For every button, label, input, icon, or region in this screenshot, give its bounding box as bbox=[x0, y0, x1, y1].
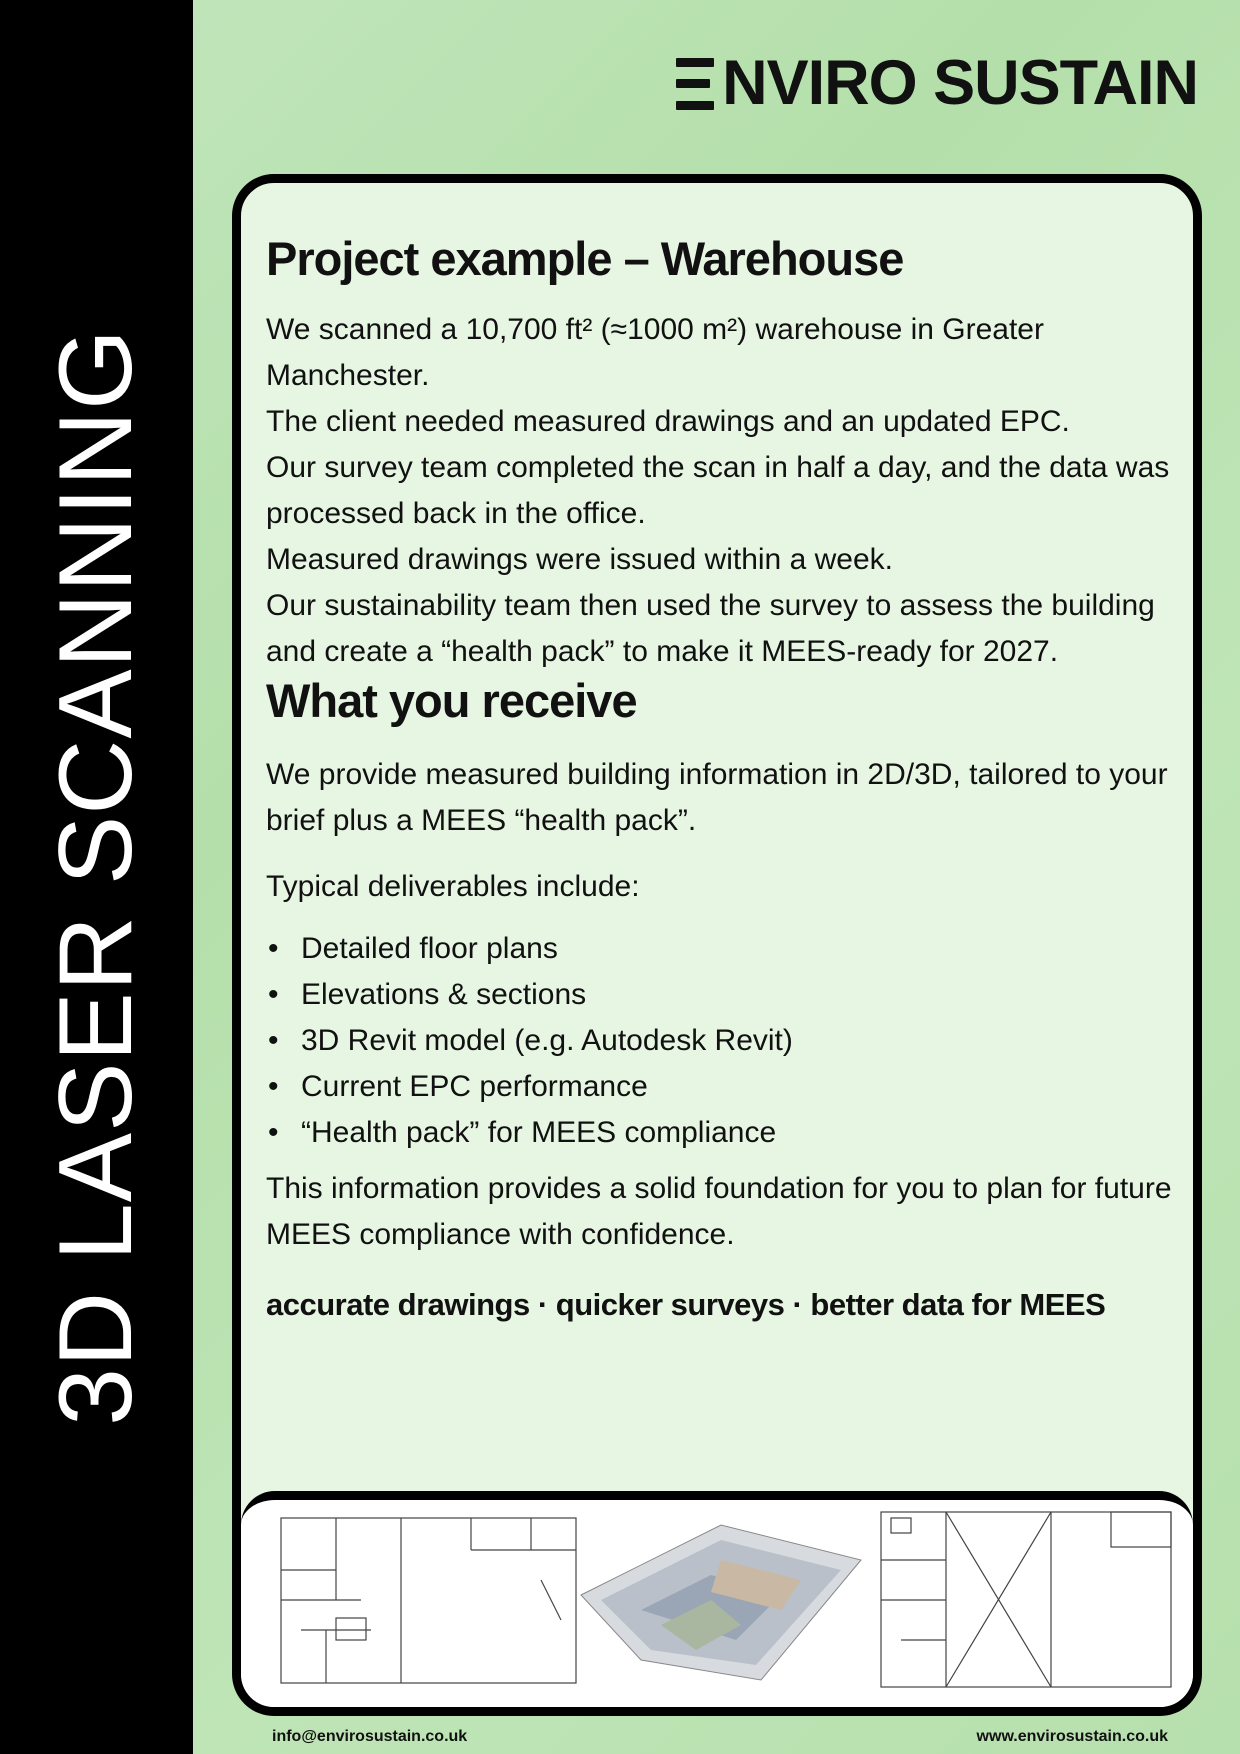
floor-plan-image bbox=[881, 1512, 1171, 1687]
image-strip bbox=[241, 1491, 1193, 1707]
bullet-icon: • bbox=[268, 978, 279, 1012]
project-line: Our survey team completed the scan in half a day, and the data was processed back in the office. bbox=[266, 450, 1170, 530]
floor-plan-image bbox=[281, 1518, 576, 1683]
brand-logo bbox=[676, 48, 1198, 118]
list-item-label: Current EPC performance bbox=[301, 1070, 648, 1104]
list-item-label: Detailed floor plans bbox=[301, 932, 558, 966]
footer-website: www.envirosustain.co.uk bbox=[976, 1728, 1168, 1745]
list-item bbox=[266, 926, 1186, 972]
sidebar bbox=[0, 0, 193, 1754]
deliverables-list bbox=[266, 926, 1186, 1156]
bullet-icon: • bbox=[268, 1024, 279, 1058]
closing-text: This information provides a solid foundation for you to plan for future MEES compliance with confidence. bbox=[266, 1172, 1172, 1252]
project-line: We scanned a 10,700 ft² (≈1000 m²) warehouse in Greater Manchester. bbox=[266, 312, 1044, 392]
project-description bbox=[266, 307, 1186, 675]
receive-heading: What you receive bbox=[266, 673, 637, 727]
list-item bbox=[266, 1110, 1186, 1156]
3d-model-image bbox=[581, 1525, 861, 1680]
bullet-icon: • bbox=[268, 1070, 279, 1104]
list-item-label: 3D Revit model (e.g. Autodesk Revit) bbox=[301, 1024, 793, 1058]
bullet-icon: • bbox=[268, 1116, 279, 1150]
list-item bbox=[266, 1018, 1186, 1064]
list-item-label: Elevations & sections bbox=[301, 978, 587, 1012]
sidebar-title: 3D LASER SCANNING bbox=[38, 328, 154, 1426]
logo-e-bars-icon bbox=[676, 58, 714, 110]
list-item bbox=[266, 972, 1186, 1018]
receive-intro: We provide measured building information in 2D/3D, tailored to your brief plus a MEES “health pack”. bbox=[266, 758, 1168, 838]
content-panel bbox=[232, 174, 1202, 1716]
content-body bbox=[266, 233, 1186, 1324]
project-line: The client needed measured drawings and an updated EPC. bbox=[266, 404, 1070, 438]
footer-email: info@envirosustain.co.uk bbox=[272, 1728, 468, 1745]
project-heading: Project example – Warehouse bbox=[266, 232, 904, 285]
deliverables-label: Typical deliverables include: bbox=[266, 870, 640, 904]
project-line: Measured drawings were issued within a week. bbox=[266, 542, 893, 576]
tagline: accurate drawings · quicker surveys · better data for MEES bbox=[266, 1287, 1106, 1323]
list-item bbox=[266, 1064, 1186, 1110]
logo-text: NVIRO SUSTAIN bbox=[722, 48, 1198, 118]
project-line: Our sustainability team then used the survey to assess the building and create a “health pack” to make it MEES-ready for 2027. bbox=[266, 588, 1155, 668]
list-item-label: “Health pack” for MEES compliance bbox=[301, 1116, 777, 1150]
bullet-icon: • bbox=[268, 932, 279, 966]
